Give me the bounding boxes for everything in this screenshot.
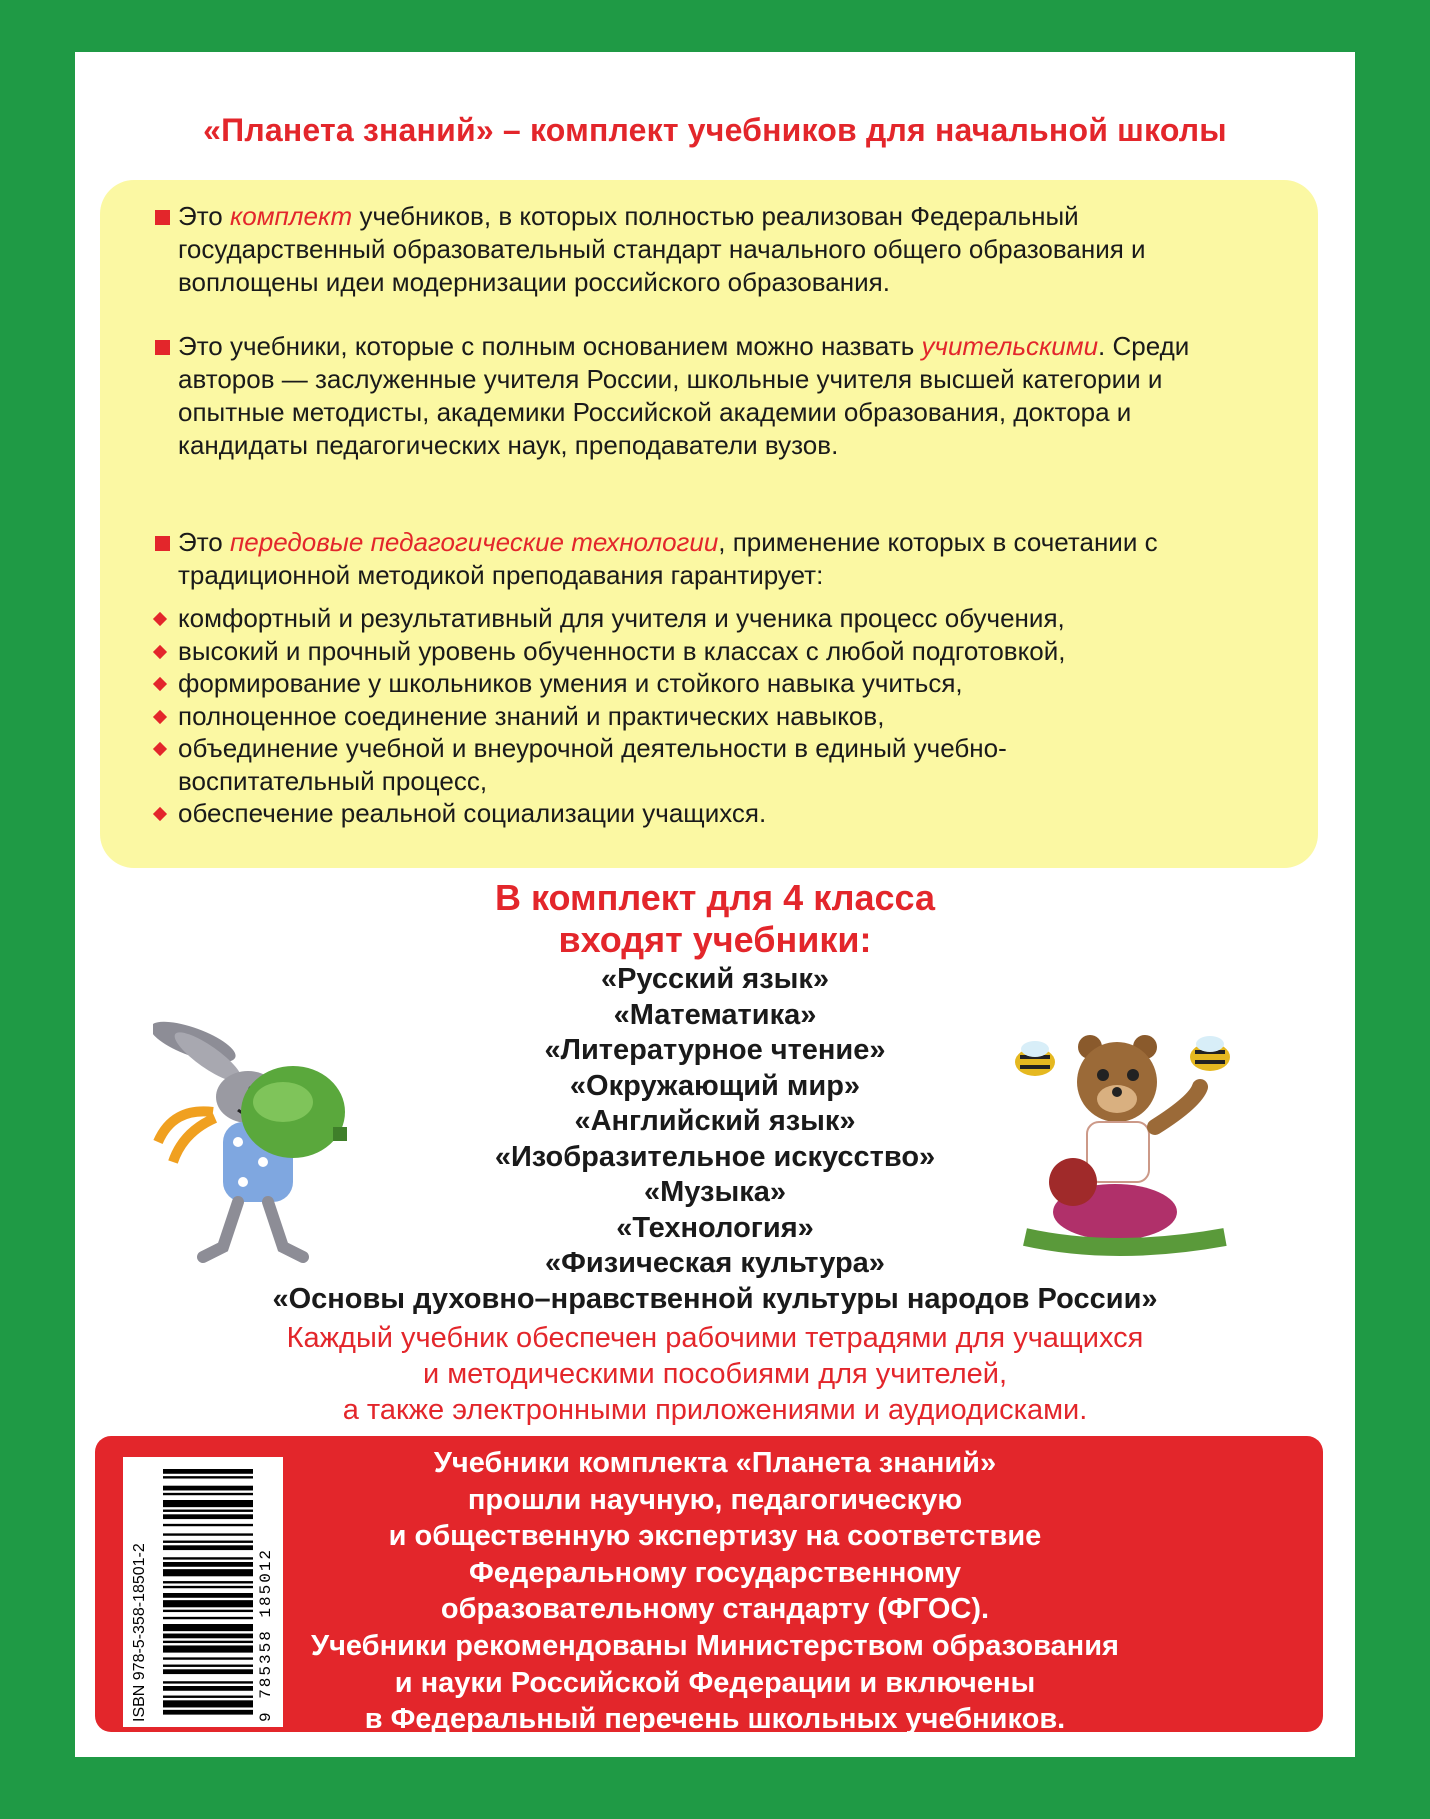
expertise-line: и общественную экспертизу на соответствие <box>388 1520 1042 1553</box>
intro-paragraph-3 <box>178 526 1238 592</box>
barcode-bar <box>163 1541 253 1543</box>
barcode-bar <box>163 1493 253 1495</box>
book-title: «Изобразительное искусство» <box>494 1140 936 1173</box>
book-title: «Литературное чтение» <box>544 1034 886 1066</box>
barcode-bar <box>163 1533 253 1535</box>
expertise-line: Учебники рекомендованы Министерством образования <box>311 1629 1119 1662</box>
list-item-text: комфортный и результативный для учителя и ученика процесс обучения, <box>178 603 1065 633</box>
text-run: Это <box>178 201 230 231</box>
text-run: Это учебники, которые с полным основанием можно назвать <box>178 331 922 361</box>
page-title: «Планета знаний» – комплект учебников для начальной школы <box>203 112 1227 148</box>
diamond-bullet-icon <box>153 612 167 626</box>
diamond-bullet-icon <box>153 709 167 723</box>
text-run: . Среди авторов — заслуженные учителя России, школьные учителя высшей категории и опытные методисты, академики Российской академии образования, доктора и кандидаты педагогических наук, преподаватели вузов. <box>178 331 1190 460</box>
supplement-note <box>75 1320 1355 1428</box>
barcode-bar <box>163 1641 253 1643</box>
list-item-text: высокий и прочный уровень обученности в классах с любой подготовкой, <box>178 635 1066 666</box>
barcode-bar <box>163 1624 253 1631</box>
barcode-bar <box>163 1696 253 1698</box>
barcode-bar <box>163 1476 253 1478</box>
supplement-line: а также электронными приложениями и аудиодисками. <box>342 1394 1088 1426</box>
book-title: «Окружающий мир» <box>569 1069 861 1102</box>
expertise-line: в Федеральный перечень школьных учебников. <box>364 1703 1066 1736</box>
book-title: «Русский язык» <box>600 963 830 995</box>
barcode-bar <box>163 1645 253 1652</box>
text-run: учебников, в которых полностью реализован Федеральный государственный образовательный стандарт начального общего образования и воплощены идеи модернизации российского образования. <box>178 201 1146 297</box>
barcode-bar <box>163 1486 253 1491</box>
barcode-bar <box>163 1545 253 1550</box>
supplement-line: и методическими пособиями для учителей, <box>422 1358 1008 1390</box>
diamond-bullet-icon <box>153 677 167 691</box>
set-heading-line: входят учебники: <box>558 919 872 960</box>
barcode-bar <box>163 1500 253 1507</box>
expertise-line: Федеральному государственному <box>469 1556 961 1589</box>
rabbit-illustration <box>153 1012 363 1272</box>
list-item <box>155 635 1275 668</box>
book-title: «Технология» <box>616 1211 814 1244</box>
barcode-bar <box>163 1524 253 1526</box>
barcode-digits: 9 785358 185012 <box>257 1547 275 1722</box>
barcode-bar <box>163 1634 253 1639</box>
barcode-bar <box>163 1700 253 1707</box>
barcode-bar <box>163 1600 253 1607</box>
expertise-line: Учебники комплекта «Планета знаний» <box>433 1447 997 1479</box>
book-title: «Английский язык» <box>574 1105 856 1137</box>
back-cover <box>75 52 1355 1757</box>
benefits-list <box>155 602 1275 830</box>
expertise-line: и науки Российской Федерации и включены <box>394 1666 1036 1699</box>
diamond-bullet-icon <box>153 807 167 821</box>
set-heading-line: В комплект для 4 класса <box>494 877 936 918</box>
barcode-bars <box>163 1469 253 1717</box>
list-item <box>155 732 1275 797</box>
barcode-bar <box>163 1669 253 1674</box>
barcode-bar <box>163 1469 253 1474</box>
barcode-bar <box>163 1610 253 1612</box>
list-item <box>155 602 1275 635</box>
diamond-bullet-icon <box>153 742 167 756</box>
square-bullet-icon <box>155 340 170 355</box>
diamond-bullet-icon <box>153 644 167 658</box>
intro-paragraph-1 <box>178 200 1238 299</box>
bear-illustration <box>995 1007 1255 1262</box>
barcode-bar <box>163 1586 253 1588</box>
barcode-bar <box>163 1657 253 1659</box>
barcode-bar <box>163 1617 253 1619</box>
square-bullet-icon <box>155 210 170 225</box>
list-item-text: обеспечение реальной социализации учащихся. <box>178 798 767 828</box>
supplement-line: Каждый учебник обеспечен рабочими тетрадями для учащихся <box>286 1322 1144 1354</box>
square-bullet-icon <box>155 536 170 551</box>
book-title: «Физическая культура» <box>545 1247 885 1279</box>
list-item <box>155 667 1275 700</box>
list-item-text: формирование у школьников умения и стойкого навыка учиться, <box>178 668 963 698</box>
barcode-bar <box>163 1557 253 1559</box>
book-title: «Основы духовно–нравственной культуры народов России» <box>272 1282 1158 1315</box>
barcode-bar <box>163 1569 253 1576</box>
barcode-bar <box>163 1510 253 1512</box>
barcode-bar <box>163 1593 253 1598</box>
barcode-bar <box>163 1686 253 1691</box>
list-item-text: объединение учебной и внеурочной деятельности в единый учебно-воспитательный процесс, <box>178 733 1007 796</box>
expertise-line: прошли научную, педагогическую <box>467 1483 963 1516</box>
book-title: «Музыка» <box>644 1176 786 1208</box>
barcode-bar <box>163 1581 253 1583</box>
book-title: «Математика» <box>613 998 817 1031</box>
list-item-text: полноценное соединение знаний и практических навыков, <box>178 700 885 731</box>
intro-paragraph-2 <box>178 330 1238 462</box>
barcode-bar <box>163 1710 253 1715</box>
barcode-bar <box>163 1681 253 1683</box>
highlight-text: комплект <box>230 201 353 231</box>
expertise-line: образовательному стандарту (ФГОС). <box>440 1593 990 1626</box>
isbn-label: ISBN 978-5-358-18501-2 <box>131 1543 148 1722</box>
list-item <box>155 700 1275 733</box>
barcode-bar <box>163 1514 253 1519</box>
isbn-barcode <box>123 1457 283 1727</box>
text-run: , применение которых в сочетании с традиционной методикой преподавания гарантирует: <box>178 527 1158 590</box>
highlight-text: передовые педагогические технологии <box>230 527 719 557</box>
text-run: Это <box>178 527 230 557</box>
highlight-text: учительскими <box>921 331 1099 361</box>
barcode-bar <box>163 1665 253 1667</box>
barcode-bar <box>163 1562 253 1567</box>
set-heading <box>75 877 1355 961</box>
list-item <box>155 797 1275 830</box>
